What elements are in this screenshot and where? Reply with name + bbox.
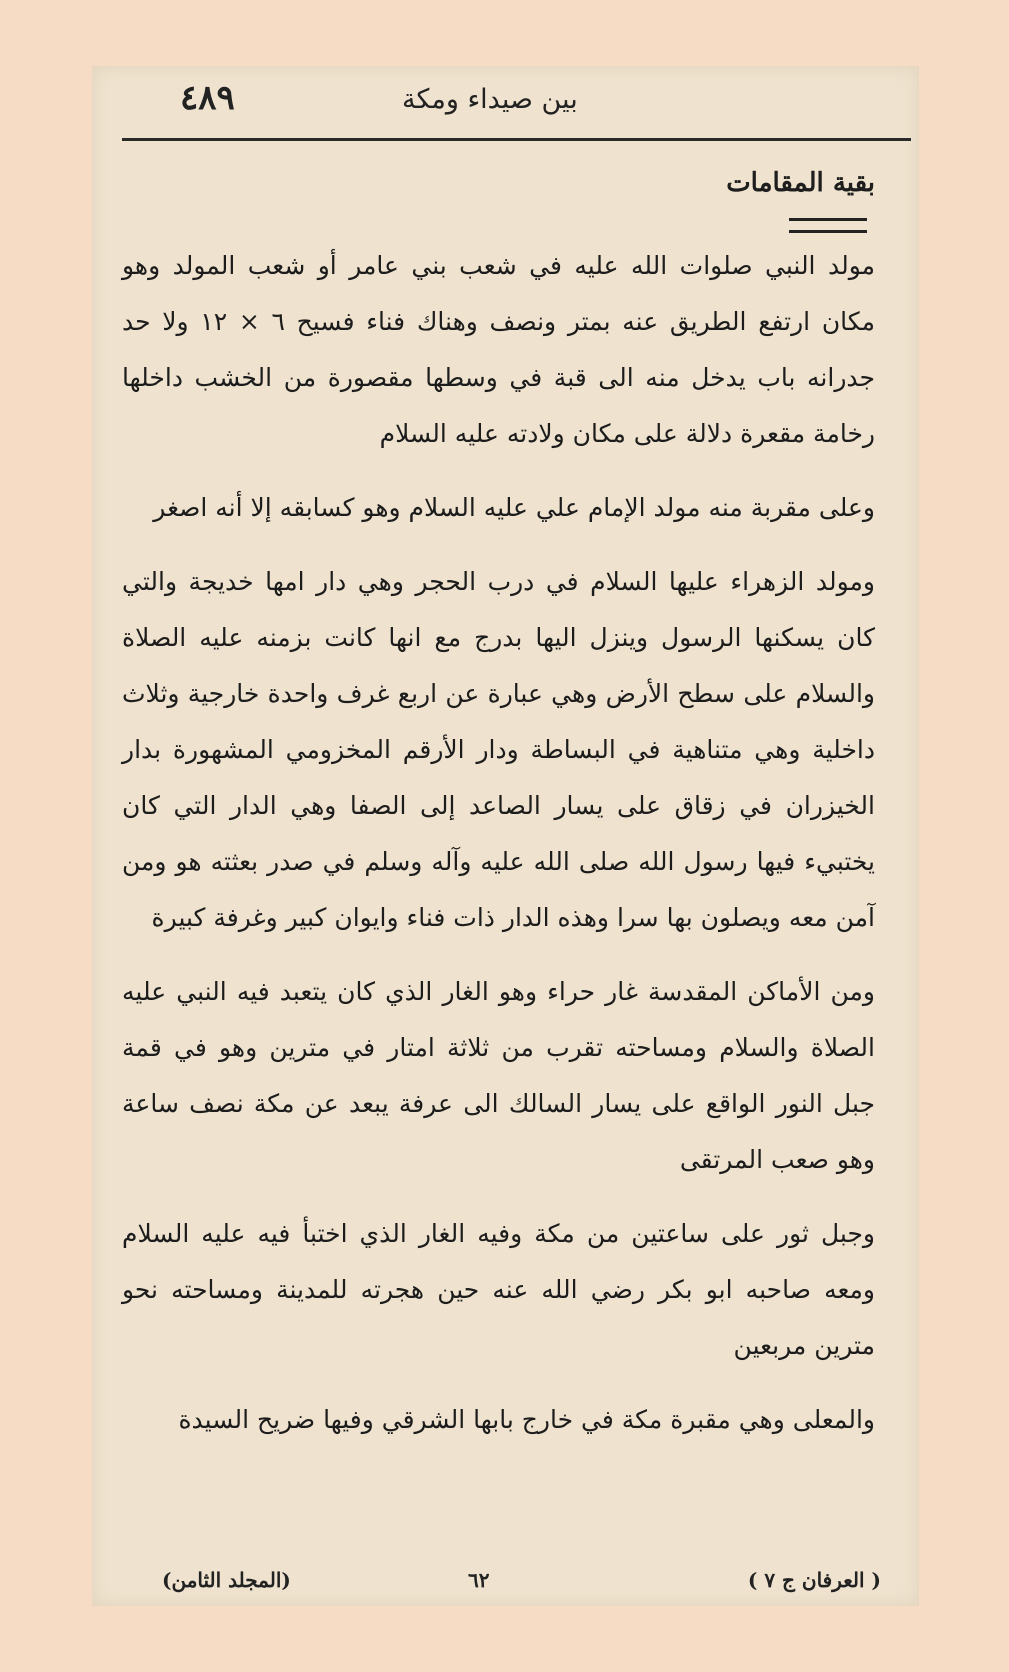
document-page (92, 66, 919, 1606)
page-number: ٤٨٩ (180, 78, 235, 118)
body-text (122, 238, 875, 1448)
heading-underline (789, 218, 867, 233)
paragraph-mawlid-ali: وعلى مقربة منه مولد الإمام علي عليه السلام وهو كسابقه إلا أنه اصغر (153, 493, 875, 522)
section-heading: بقية المقامات (726, 168, 875, 198)
page-footer (122, 1566, 889, 1600)
page-header (122, 74, 889, 130)
paragraph-mawlid-zahra: ومولد الزهراء عليها السلام في درب الحجر وهي دار امها خديجة والتي كان يسكنها الرسول وينزل اليها بدرج مع انها كانت بزمنه عليه الصلاة والسلام على سطح الأرض وهي عبارة عن اربع غرف واحدة خارجية وثلاث داخلية وهي متناهية في البساطة ودار الأرقم المخزومي المشهورة بدار الخيزران في زقاق على يسار الصاعد إلى الصفا وهي الدار التي كان يختبيء فيها رسول الله صلى الله عليه وآله وسلم في صدر بعثته هو ومن آمن معه ويصلون بها سرا وهذه الدار ذات فناء وايوان كبير وغرفة كبيرة (122, 567, 875, 932)
paragraph-ghar-hira: ومن الأماكن المقدسة غار حراء وهو الغار الذي كان يتعبد فيه النبي عليه الصلاة والسلام ومساحته تقرب من ثلاثة امتار في مترين وهو في قمة جبل النور الواقع على يسار السالك الى عرفة يبعد عن مكة نصف ساعة وهو صعب المرتقى (122, 977, 875, 1174)
header-rule (122, 138, 911, 141)
footer-volume: (المجلد الثامن) (162, 1568, 291, 1592)
paragraph-maala: والمعلى وهي مقبرة مكة في خارج بابها الشرقي وفيها ضريح السيدة (178, 1405, 875, 1434)
footer-page-number: ٦٢ (468, 1568, 490, 1592)
footer-journal: ( العرفان ج ٧ ) (747, 1568, 881, 1592)
paragraph-jabal-thawr: وجبل ثور على ساعتين من مكة وفيه الغار الذي اختبأ فيه عليه السلام ومعه صاحبه ابو بكر رضي الله عنه حين هجرته للمدينة ومساحته نحو مترين مربعين (122, 1219, 875, 1360)
paragraph-mawlid-nabi: مولد النبي صلوات الله عليه في شعب بني عامر أو شعب المولد وهو مكان ارتفع الطريق عنه بمتر ونصف وهناك فناء فسيح ٦ × ١٢ ولا حد جدرانه باب يدخل منه الى قبة في وسطها مقصورة من الخشب داخلها رخامة مقعرة دلالة على مكان ولادته عليه السلام (122, 251, 875, 448)
running-title: بين صيداء ومكة (402, 84, 578, 115)
